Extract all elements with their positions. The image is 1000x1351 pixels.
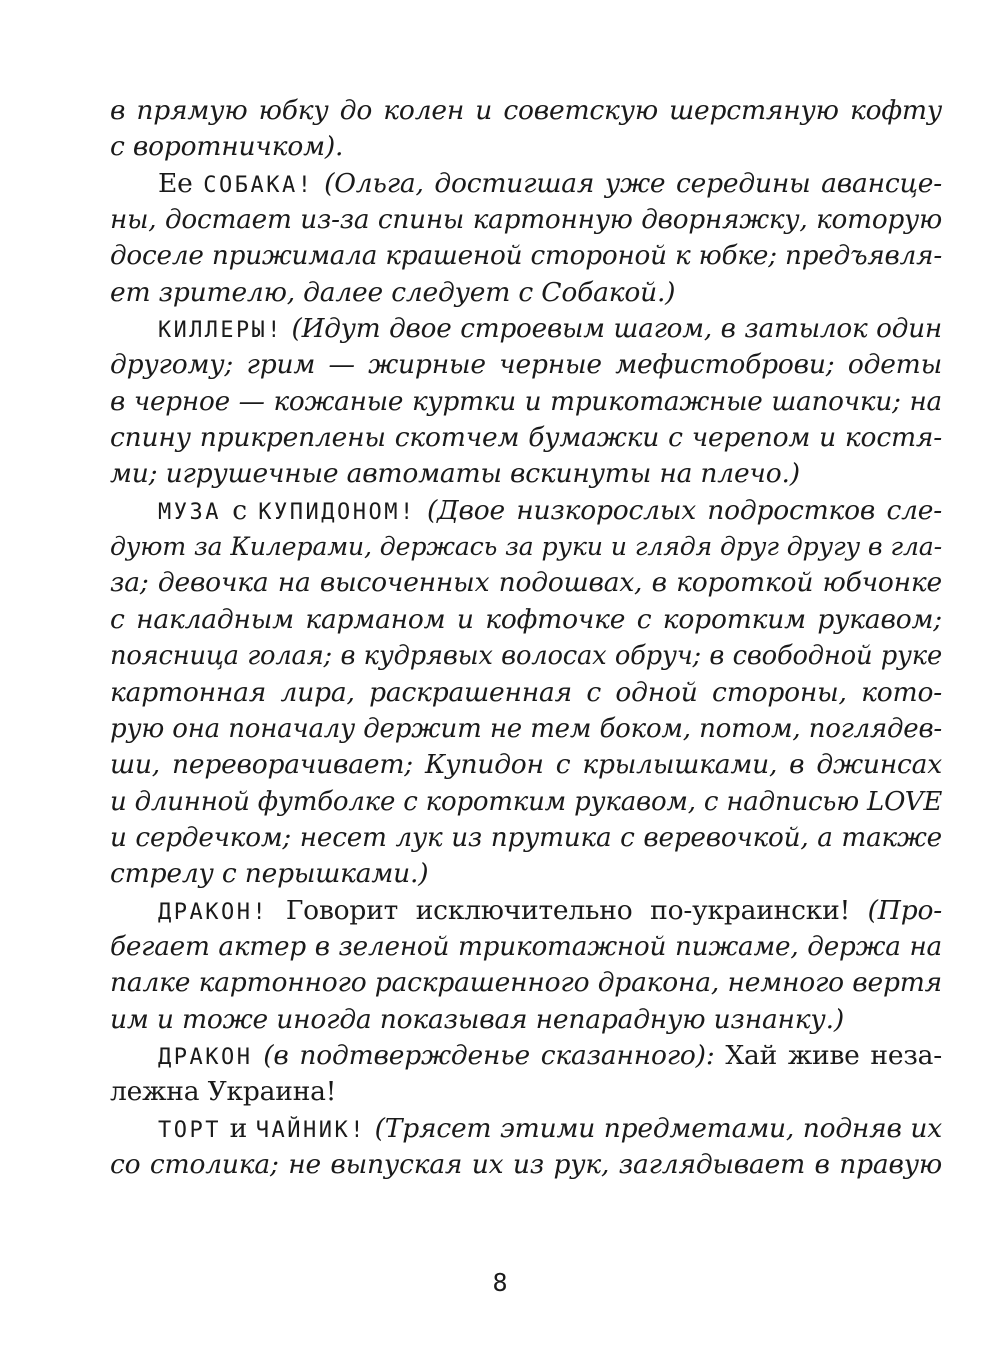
stage-direction: и длинной футболке с коротким рукавом, с надписью LOVE (110, 786, 943, 817)
stage-direction: и сердечком; несет лук из прутика с веревочкой, а также (110, 822, 942, 853)
stage-direction: поясница голая; в кудрявых волосах обруч; в свободной руке (110, 641, 942, 672)
character-name: КИЛЛЕРЫ! (158, 318, 283, 344)
page-body (110, 93, 942, 1183)
character-name: ДРАКОН! (158, 899, 269, 925)
text-line (110, 529, 942, 565)
stage-direction: (Трясет этими предметами, подняв их (365, 1112, 942, 1144)
text-line (110, 202, 942, 238)
text-line (110, 638, 942, 674)
text-line (110, 1111, 942, 1147)
stage-direction: спину прикреплены скотчем бумажки с черепом и костя- (110, 422, 942, 454)
stage-direction: (Идут двое строевым шагом, в затылок один (282, 314, 942, 345)
character-name: МУЗА (158, 499, 221, 525)
text-line (110, 675, 942, 711)
stage-direction: с накладным карманом и кофточке с коротким рукавом; (110, 603, 942, 635)
stage-direction: им и тоже иногда показывая непарадную изнанку.) (110, 1003, 844, 1035)
text-line (110, 1074, 942, 1110)
text-line (110, 493, 942, 529)
stage-direction: другому; грим — жирные черные мефистоброви; одеты (110, 349, 942, 381)
page-number: 8 (492, 1268, 508, 1297)
stage-direction: ми; игрушечные автоматы вскинуты на плечо.) (110, 458, 800, 490)
text-line (110, 1038, 942, 1074)
text-line (110, 856, 942, 892)
dialogue-text: Хай живе неза- (714, 1039, 942, 1071)
stage-direction: со столика; не выпуская их из рук, заглядывает в правую (110, 1148, 942, 1180)
dialogue-text: и (220, 1112, 256, 1144)
text-line (110, 602, 942, 638)
stage-direction: дуют за Килерами, держась за руки и глядя друг другу в гла- (110, 532, 942, 562)
dialogue-text: Говорит исключительно по-украински! (268, 894, 868, 926)
text-line (110, 166, 942, 202)
text-line (110, 238, 942, 274)
text-line (110, 347, 942, 383)
text-line (110, 565, 942, 601)
stage-direction: доселе прижимала крашеной стороной к юбке; предъявля- (110, 241, 942, 272)
text-line (110, 420, 942, 456)
dialogue-text: лежна Украина! (110, 1076, 337, 1108)
stage-direction: бегает актер в зеленой трикотажной пижаме, держа на (110, 931, 942, 962)
text-line (110, 747, 942, 783)
stage-direction: в черное — кожаные куртки и трикотажные шапочки; на (110, 386, 942, 417)
dialogue-text: Ее (158, 167, 204, 199)
text-line (110, 929, 942, 965)
character-name: СОБАКА! (203, 172, 314, 198)
character-name: ДРАКОН (158, 1044, 253, 1070)
text-line (110, 1002, 942, 1038)
text-line (110, 711, 942, 747)
character-name: КУПИДОНОМ! (258, 499, 416, 525)
text-line (110, 456, 942, 492)
text-line (110, 129, 942, 165)
stage-direction: с воротничком). (110, 131, 344, 163)
stage-direction: ет зрителю, далее следует с Собакой.) (110, 276, 676, 308)
character-name: ТОРТ (158, 1117, 221, 1143)
text-line (110, 820, 942, 856)
text-line (110, 384, 942, 420)
stage-direction: палке картонного раскрашенного дракона, немного вертя (110, 967, 942, 999)
stage-direction: (Ольга, достигшая уже середины авансце- (313, 167, 943, 199)
stage-direction: стрелу с перышками.) (110, 858, 429, 890)
stage-direction: в прямую юбку до колен и советскую шерстяную кофту (110, 95, 942, 126)
stage-direction: за; девочка на высоченных подошвах, в короткой юбчонке (110, 567, 942, 599)
text-line (110, 965, 942, 1001)
stage-direction: рую она поначалу держит не тем боком, потом, поглядев- (110, 713, 942, 744)
stage-direction: ши, переворачивает; Купидон с крылышками, в джинсах (110, 749, 942, 781)
text-line (110, 1147, 942, 1183)
stage-direction: ны, достает из-за спины картонную дворняжку, которую (110, 205, 942, 236)
stage-direction: картонная лира, раскрашенная с одной стороны, кото- (110, 676, 942, 708)
text-line (110, 275, 942, 311)
dialogue-text: с (220, 494, 259, 526)
stage-direction: (в подтвержденье сказанного): (252, 1039, 715, 1071)
stage-direction: (Двое низкорослых подростков сле- (415, 494, 943, 526)
character-name: ЧАЙНИК! (255, 1117, 366, 1143)
text-line (110, 311, 942, 347)
text-line (110, 893, 942, 929)
stage-direction: (Про- (867, 894, 942, 926)
text-line (110, 93, 942, 129)
text-line (110, 784, 942, 820)
